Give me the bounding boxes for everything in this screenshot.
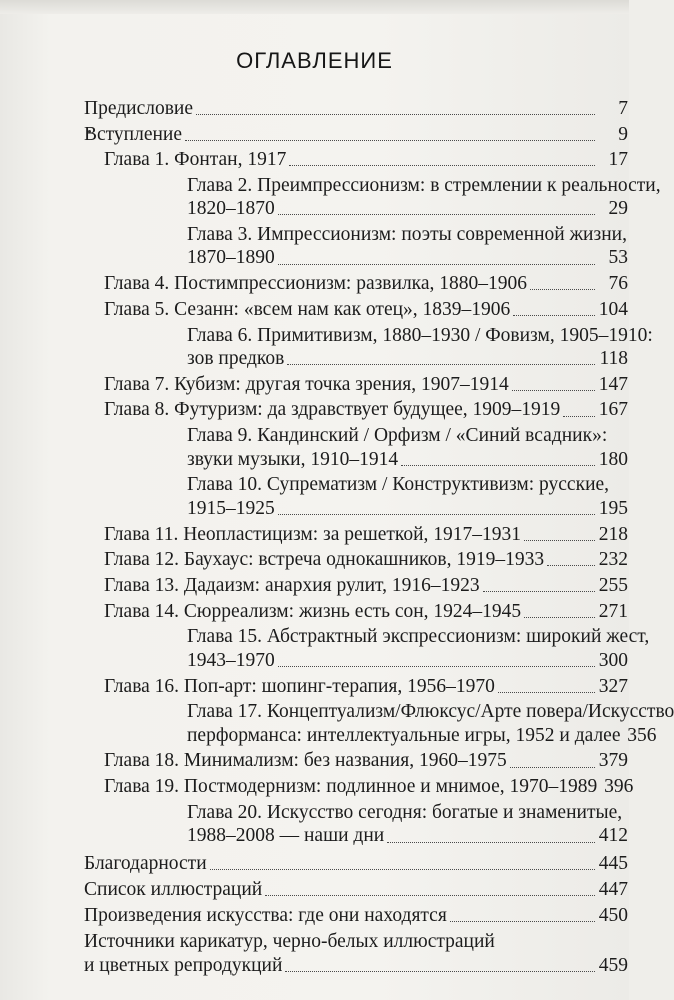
toc-entry[interactable] <box>84 223 628 270</box>
toc-entry[interactable] <box>84 523 628 547</box>
page-number: 118 <box>599 348 628 369</box>
dot-leader <box>285 971 595 972</box>
toc-entry-title: Глава 15. Абстрактный экспрессионизм: широкий жест, <box>187 626 650 648</box>
page-number: 76 <box>608 273 628 295</box>
dot-leader <box>530 289 595 290</box>
toc-entry[interactable] <box>84 574 628 598</box>
page-number: 29 <box>608 198 628 220</box>
toc-entry-title: Глава 12. Баухаус: встреча однокашников, 1919–1933 <box>104 549 545 571</box>
toc-entry-title: звуки музыки, 1910–1914 <box>187 448 399 470</box>
page-number: 195 <box>598 497 628 519</box>
toc-entry[interactable] <box>84 930 628 977</box>
toc-entry[interactable] <box>84 398 628 422</box>
toc-entry-title: 1820–1870 <box>187 198 275 220</box>
dot-leader <box>265 895 595 896</box>
page-number: 17 <box>608 149 628 170</box>
page-number: 147 <box>598 373 628 395</box>
dot-leader <box>547 565 595 566</box>
page-number: 459 <box>598 954 628 976</box>
dot-leader <box>524 540 595 541</box>
toc-entry[interactable] <box>84 473 628 520</box>
toc-entry-title: Глава 3. Импрессионизм: поэты современной жизни, <box>187 223 627 245</box>
page-number: 447 <box>598 879 628 900</box>
toc-entry[interactable] <box>84 324 653 371</box>
toc-entry[interactable] <box>84 272 628 296</box>
toc-entry-title: Глава 14. Сюрреализм: жизнь есть сон, 1924–1945 <box>104 600 522 622</box>
dot-leader <box>278 514 595 515</box>
toc-entry-title: Список иллюстраций <box>84 879 263 900</box>
toc-entry[interactable] <box>84 700 674 747</box>
toc-entry-title: Вступление <box>84 123 183 145</box>
toc-entry-title: Глава 17. Концептуализм/Флюксус/Арте повера/Искусство <box>187 701 674 723</box>
toc-entry-title: Глава 10. Супрематизм / Конструктивизм: русские, <box>187 474 610 496</box>
dot-leader <box>510 767 595 768</box>
page-number: 396 <box>604 776 634 798</box>
page-number: 271 <box>598 600 628 622</box>
page-number: 167 <box>598 399 628 421</box>
page-number: 356 <box>627 724 657 746</box>
page-number: 450 <box>598 905 628 926</box>
toc-entry[interactable] <box>84 775 634 799</box>
toc-entry-title: 1988–2008 — наши дни <box>187 825 385 847</box>
toc-entry-title: и цветных репродукций <box>84 954 283 976</box>
toc-entry-title: Благодарности <box>84 853 207 874</box>
toc-entry[interactable] <box>84 625 650 672</box>
toc-entry[interactable] <box>84 148 628 172</box>
toc-entry-title: Глава 9. Кандинский / Орфизм / «Синий всадник»: <box>187 425 608 447</box>
toc-entry[interactable] <box>84 878 628 902</box>
toc-entry[interactable] <box>84 97 628 121</box>
page-number: 218 <box>598 523 628 545</box>
toc-entry-title: Глава 19. Постмодернизм: подлинное и мнимое, 1970–1989 <box>104 776 598 798</box>
toc-entry-title: 1943–1970 <box>187 649 275 671</box>
dot-leader <box>563 416 595 417</box>
dot-leader <box>278 666 595 667</box>
page-number: 445 <box>598 853 628 874</box>
page-number: 327 <box>598 675 628 697</box>
toc-entry[interactable] <box>84 600 628 624</box>
toc-entry-title: Глава 6. Примитивизм, 1880–1930 / Фовизм, 1905–1910: <box>187 324 653 346</box>
page-number: 53 <box>608 247 628 269</box>
toc-entry-title: 1870–1890 <box>187 247 275 269</box>
toc-entry-title: Глава 7. Кубизм: другая точка зрения, 1907–1914 <box>104 373 509 395</box>
dot-leader <box>287 364 595 365</box>
toc-entry-title: Предисловие <box>84 98 194 119</box>
toc-entry-title: Глава 11. Неопластицизм: за решеткой, 1917–1931 <box>104 523 522 545</box>
dot-leader <box>450 921 595 922</box>
page-title: ОГЛАВЛЕНИЕ <box>236 48 393 73</box>
dot-leader <box>513 315 595 316</box>
toc-entry[interactable] <box>84 174 661 221</box>
toc-entry-title: Глава 20. Искусство сегодня: богатые и знаменитые, <box>187 801 623 823</box>
dot-leader <box>498 692 595 693</box>
dot-leader <box>387 842 595 843</box>
page-number: 379 <box>598 750 628 772</box>
toc-entry[interactable] <box>84 424 628 471</box>
toc-entry-title: зов предков <box>187 348 285 369</box>
toc-entry[interactable] <box>84 675 628 699</box>
dot-leader <box>483 591 595 592</box>
page-number: 255 <box>598 574 628 596</box>
dot-leader <box>185 140 595 141</box>
toc-entry-title: Произведения искусства: где они находятся <box>84 905 447 926</box>
dot-leader <box>524 617 595 618</box>
toc-entry[interactable] <box>84 904 628 928</box>
toc-entry-title: Глава 4. Постимпрессионизм: развилка, 1880–1906 <box>104 273 528 295</box>
toc-entry-title: Глава 13. Дадаизм: анархия рулит, 1916–1923 <box>104 574 480 596</box>
toc-entry[interactable] <box>84 373 628 397</box>
page-number: 104 <box>598 298 628 320</box>
dot-leader <box>401 465 595 466</box>
toc-entry[interactable] <box>84 801 628 848</box>
dot-leader <box>278 214 595 215</box>
page-number: 300 <box>598 649 628 671</box>
toc-entry-title: Глава 2. Преимпрессионизм: в стремлении к реальности, <box>187 174 661 196</box>
toc-entry-title: перформанса: интеллектуальные игры, 1952 и далее <box>187 724 621 746</box>
toc-entry[interactable] <box>84 123 628 147</box>
toc-entry-title: Глава 8. Футуризм: да здравствует будущее, 1909–1919 <box>104 399 561 421</box>
toc-entry-title: Глава 16. Поп-арт: шопинг-терапия, 1956–1970 <box>104 675 495 697</box>
dot-leader <box>210 869 595 870</box>
dot-leader <box>196 114 595 115</box>
toc-entry[interactable] <box>84 749 628 773</box>
toc-entry[interactable] <box>84 548 628 572</box>
toc-entry[interactable] <box>84 852 628 876</box>
dot-leader <box>512 390 595 391</box>
page-number: 180 <box>598 448 628 470</box>
toc-entry-title: 1915–1925 <box>187 497 275 519</box>
toc-entry-title: Источники карикатур, черно-белых иллюстраций <box>84 931 495 952</box>
dot-leader <box>278 264 595 265</box>
toc-entry-title: Глава 1. Фонтан, 1917 <box>104 149 287 170</box>
page-number: 9 <box>618 123 628 145</box>
toc-entry-title: Глава 5. Сезанн: «всем нам как отец», 1839–1906 <box>104 298 511 320</box>
page-number: 7 <box>618 98 628 119</box>
page-number: 412 <box>598 825 628 847</box>
toc-entry-title: Глава 18. Минимализм: без названия, 1960–1975 <box>104 750 507 772</box>
page-number: 232 <box>598 549 628 571</box>
toc-entry[interactable] <box>84 298 628 322</box>
dot-leader <box>289 165 595 166</box>
